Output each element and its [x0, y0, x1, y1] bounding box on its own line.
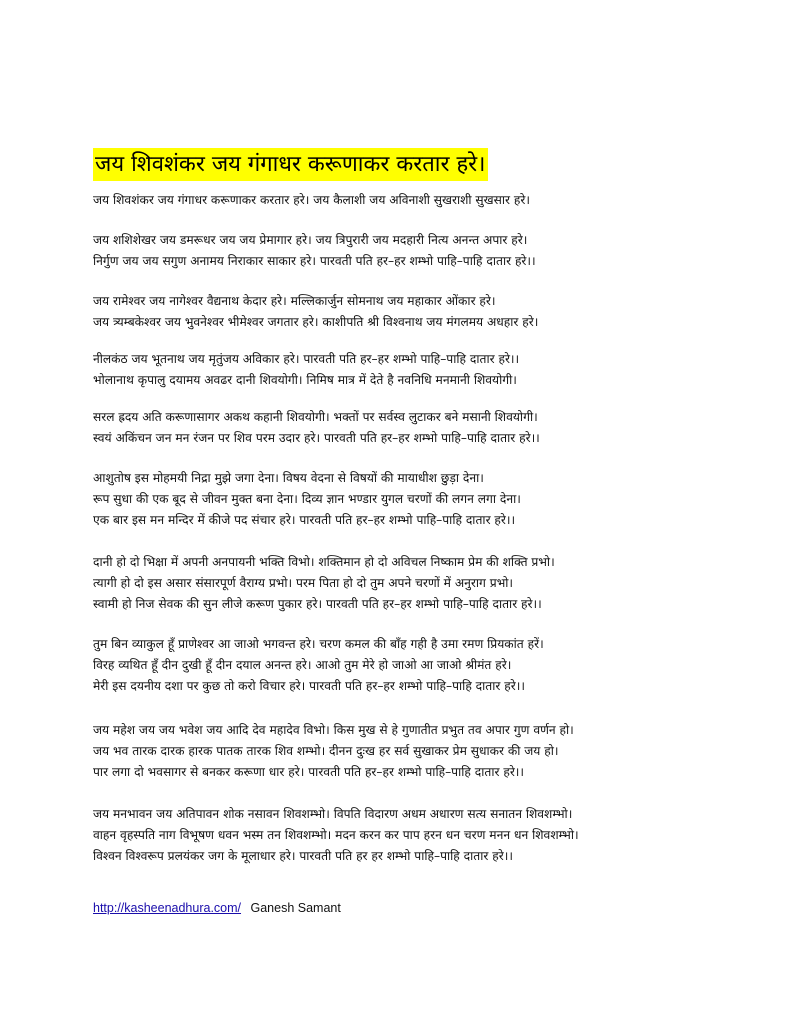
stanza [93, 552, 555, 615]
verse-line: एक बार इस मन मन्दिर में कीजे पद संचार हरे। पारवती पति हर–हर शम्भो पाहि–पाहि दातार हरे।। [93, 513, 516, 527]
stanza [93, 468, 521, 531]
footer [93, 900, 341, 916]
stanza [93, 407, 540, 449]
verse-line: पार लगा दो भवसागर से बनकर करूणा धार हरे। पारवती पति हर–हर शम्भो पाहि–पाहि दातार हरे।। [93, 765, 525, 779]
verse-line: त्यागी हो दो इस असार संसारपूर्ण वैराग्य प्रभो। परम पिता हो दो तुम अपने चरणों में अनुराग प्रभो। [93, 576, 514, 590]
stanza [93, 634, 544, 697]
title-container [93, 148, 693, 188]
verse-line: भोलानाथ कृपालु दयामय अवढर दानी शिवयोगी। निमिष मात्र में देते है नवनिधि मनमानी शिवयोगी। [93, 373, 517, 387]
verse-line: जय शशिशेखर जय डमरूधर जय जय प्रेमागार हरे। जय त्रिपुरारी जय मदहारी नित्य अनन्त अपार हरे। [93, 233, 528, 247]
verse-line: स्वामी हो निज सेवक की सुन लीजे करूण पुकार हरे। पारवती पति हर–हर शम्भो पाहि–पाहि दातार हरे।। [93, 597, 542, 611]
stanza [93, 291, 538, 333]
website-link[interactable]: http://kasheenadhura.com/ [93, 901, 242, 915]
stanza [93, 720, 574, 783]
stanza [93, 349, 519, 391]
verse-line: सरल ह्रदय अति करूणासागर अकथ कहानी शिवयोगी। भक्तों पर सर्वस्व लुटाकर बने मसानी शिवयोगी। [93, 410, 538, 424]
verse-line: विरह व्यथित हूँ दीन दुखी हूँ दीन दयाल अनन्त हरे। आओ तुम मेरे हो जाओ आ जाओ श्रीमंत हरे। [93, 658, 512, 672]
verse-line: तुम बिन व्याकुल हूँ प्राणेश्वर आ जाओ भगवन्त हरे। चरण कमल की बाँह गही है उमा रमण प्रियकांत हरें। [93, 637, 544, 651]
verse-line: जय त्र्यम्बकेश्वर जय भुवनेश्वर भीमेश्वर जगतार हरे। काशीपति श्री विश्वनाथ जय मंगलमय अधहार हरे। [93, 315, 539, 329]
verse-line: निर्गुण जय जय सगुण अनामय निराकार साकार हरे। पारवती पति हर–हर शम्भो पाहि–पाहि दातार हरे।। [93, 254, 536, 268]
verse-line: जय महेश जय जय भवेश जय आदि देव महादेव विभो। किस मुख से हे गुणातीत प्रभुत तव अपार गुण वर्णन हो। [93, 723, 574, 737]
verse-line: वाहन वृहस्पति नाग विभूषण धवन भस्म तन शिवशम्भो। मदन करन कर पाप हरन धन चरण मनन धन शिवशम्भो। [93, 828, 579, 842]
author-name: Ganesh Samant [250, 901, 341, 915]
verse-line: नीलकंठ जय भूतनाथ जय मृतुंजय अविकार हरे। पारवती पति हर–हर शम्भो पाहि–पाहि दातार हरे।। [93, 352, 520, 366]
verse-line: जय रामेश्वर जय नागेश्वर वैद्यनाथ केदार हरे। मल्लिकार्जुन सोमनाथ जय महाकार ओंकार हरे। [93, 294, 496, 308]
stanza [93, 190, 530, 211]
stanza [93, 230, 536, 272]
verse-line: जय मनभावन जय अतिपावन शोक नसावन शिवशम्भो। विपति विदारण अधम अधारण सत्य सनातन शिवशम्भो। [93, 807, 573, 821]
page-title: जय शिवशंकर जय गंगाधर करूणाकर करतार हरे। [93, 148, 488, 181]
verse-line: आशुतोष इस मोहमयी निद्रा मुझे जगा देना। विषय वेदना से विषयों की मायाधीश छुड़ा देना। [93, 471, 484, 485]
verse-line: जय शिवशंकर जय गंगाधर करूणाकर करतार हरे। जय कैलाशी जय अविनाशी सुखराशी सुखसार हरे। [93, 193, 530, 207]
verse-line: विश्वन विश्वरूप प्रलयंकर जग के मूलाधार हरे। पारवती पति हर हर शम्भो पाहि–पाहि दातार हरे।। [93, 849, 513, 863]
stanza [93, 804, 579, 867]
verse-line: रूप सुधा की एक बूद से जीवन मुक्त बना देना। दिव्य ज्ञान भण्डार युगल चरणों की लगन लगा देना। [93, 492, 521, 506]
verse-line: मेरी इस दयनीय दशा पर कुछ तो करो विचार हरे। पारवती पति हर–हर शम्भो पाहि–पाहि दातार हरे।। [93, 679, 525, 693]
verse-line: जय भव तारक दारक हारक पातक तारक शिव शम्भो। दीनन दुःख हर सर्व सुखाकर प्रेम सुधाकर की जय हो। [93, 744, 559, 758]
verse-line: दानी हो दो भिक्षा में अपनी अनपायनी भक्ति विभो। शक्तिमान हो दो अविचल निष्काम प्रेम की शक्ति प्रभो। [93, 555, 555, 569]
verse-line: स्वयं अकिंचन जन मन रंजन पर शिव परम उदार हरे। पारवती पति हर–हर शम्भो पाहि–पाहि दातार हरे।। [93, 431, 540, 445]
